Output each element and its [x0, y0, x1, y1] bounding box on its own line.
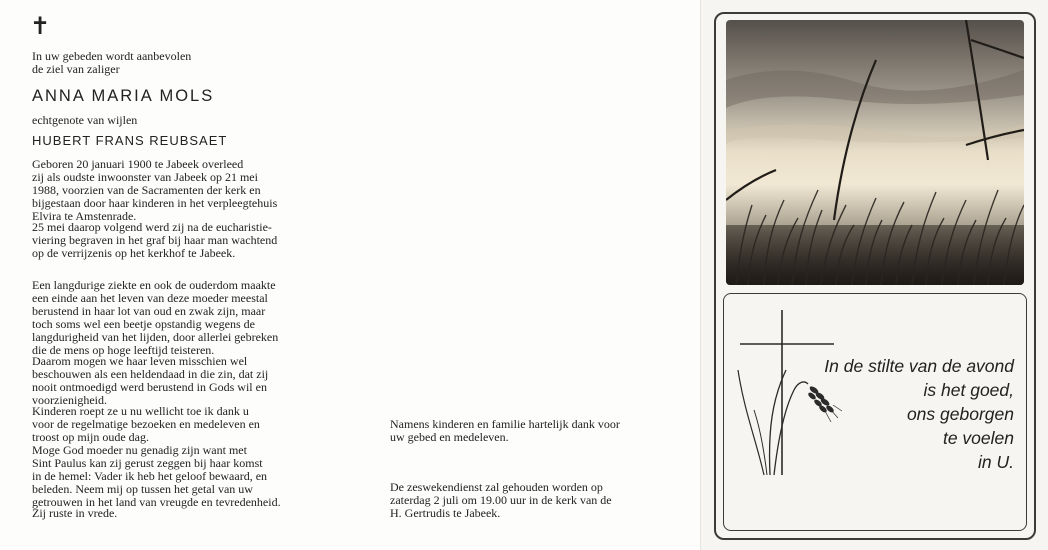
- text-line: De zeswekendienst zal gehouden worden op: [390, 480, 603, 494]
- service-announcement: [390, 481, 660, 520]
- cross-icon: ✝: [30, 12, 51, 40]
- text-line: Daarom mogen we haar leven misschien wel: [32, 354, 248, 368]
- poem-line: In de stilte van de avond: [824, 356, 1014, 376]
- text-line: Moge God moeder nu genadig zijn want met: [32, 443, 247, 457]
- paragraph-prayer: [32, 444, 317, 509]
- sunset-grass-photo: [726, 20, 1024, 285]
- text-line: voorzienigheid.: [32, 393, 107, 407]
- text-line: troost op mijn oude dag.: [32, 430, 149, 444]
- intro-line: de ziel van zaliger: [32, 62, 120, 76]
- text-line: Een langdurige ziekte en ook de ouderdom maakte: [32, 278, 276, 292]
- poem-line: ons geborgen: [906, 404, 1014, 424]
- text-line: H. Gertrudis te Jabeek.: [390, 506, 501, 520]
- text-line: toch soms wel een beetje opstandig wegens de: [32, 317, 255, 331]
- text-line: bijgestaan door haar kinderen in het verpleegtehuis: [32, 196, 278, 210]
- paragraph-illness: [32, 279, 317, 357]
- text-line: Namens kinderen en familie hartelijk dank voor: [390, 417, 620, 431]
- text-line: die de mens op hoge leeftijd teisteren.: [32, 343, 215, 357]
- closing-line: Zij ruste in vrede.: [32, 506, 118, 520]
- poem-line: is het goed,: [923, 380, 1014, 400]
- text-line: zaterdag 2 juli om 19.00 uur in de kerk van de: [390, 493, 612, 507]
- intro-line: In uw gebeden wordt aanbevolen: [32, 49, 192, 63]
- text-line: een einde aan het leven van deze moeder meestal: [32, 291, 268, 305]
- bio-paragraph-2: [32, 221, 317, 260]
- text-line: zij als oudste inwoonster van Jabeek op 21 mei: [32, 170, 258, 184]
- text-line: uw gebed en medeleven.: [390, 430, 509, 444]
- poem-line: in U.: [978, 452, 1014, 472]
- text-line: beleden. Neem mij op tussen het getal van uw: [32, 482, 253, 496]
- text-line: berustend in haar lot van oud en zwak zijn, maar: [32, 304, 266, 318]
- sunset-grass-image: [726, 20, 1024, 285]
- text-line: langdurigheid van het lijden, door allerlei gebreken: [32, 330, 279, 344]
- intro-text: [32, 50, 352, 76]
- text-line: 25 mei daarop volgend werd zij na de eucharistie-: [32, 220, 272, 234]
- text-line: Sint Paulus kan zij gerust zeggen bij haar komst: [32, 456, 263, 470]
- poem-line: te voelen: [942, 428, 1014, 448]
- paragraph-heroism: [32, 355, 317, 407]
- text-line: op de verrijzenis op het kerkhof te Jabeek.: [32, 246, 236, 260]
- bio-paragraph-1: [32, 158, 282, 223]
- paragraph-children: [32, 405, 317, 444]
- thanks-text: [390, 418, 660, 444]
- text-line: 1988, voorzien van de Sacramenten der kerk en: [32, 183, 261, 197]
- text-line: voor de regelmatige bezoeken en medeleven en: [32, 417, 260, 431]
- text-line: viering begraven in het graf bij haar man wachtend: [32, 233, 278, 247]
- text-line: nooit ontmoedigd werd berustend in Gods wil en: [32, 380, 267, 394]
- text-line: in de hemel: Vader ik heb het geloof bewaard, en: [32, 469, 268, 483]
- poem-text: [824, 354, 1014, 474]
- text-line: beschouwen als een heldendaad in die zin, dat zij: [32, 367, 269, 381]
- spouse-name: HUBERT FRANS REUBSAET: [32, 133, 228, 148]
- text-line: Kinderen roept ze u nu wellicht toe ik dank u: [32, 404, 249, 418]
- text-line: getrouwen in het land van vreugde en tevredenheid.: [32, 495, 281, 509]
- text-line: Elvira te Amstenrade.: [32, 209, 137, 223]
- text-line: Geboren 20 januari 1900 te Jabeek overleed: [32, 157, 244, 171]
- deceased-name: ANNA MARIA MOLS: [32, 87, 215, 105]
- spouse-label: echtgenote van wijlen: [32, 113, 138, 127]
